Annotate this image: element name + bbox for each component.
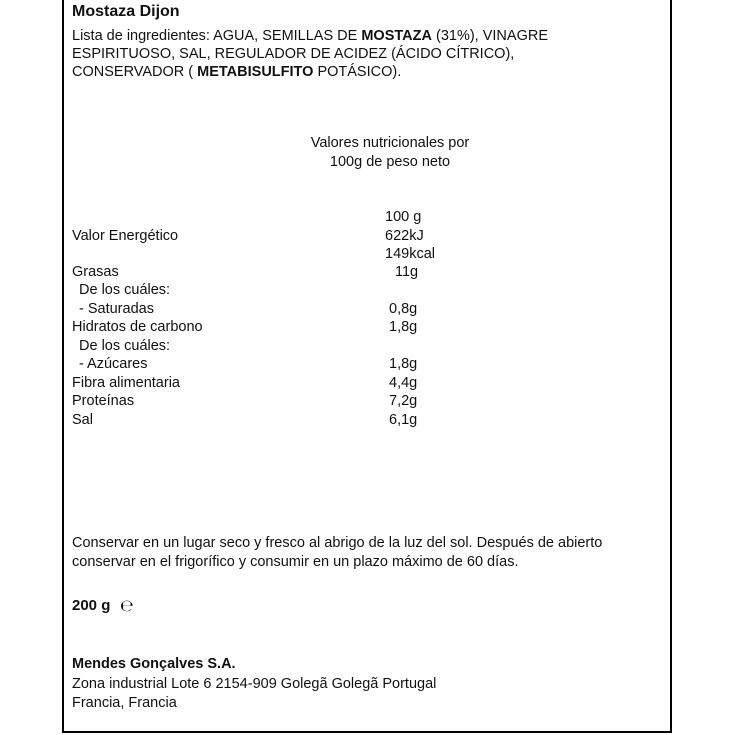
nutrition-row-label: - Azúcares <box>79 356 148 372</box>
nutrition-row-value: 1,8g <box>389 356 418 372</box>
allergen-mustard: MOSTAZA <box>361 28 432 44</box>
manufacturer-name: Mendes Gonçalves S.A. <box>72 656 236 672</box>
ingredients-line-1 <box>72 27 548 45</box>
nutrition-row-label: - Saturadas <box>79 301 154 317</box>
nutrition-row-label: De los cuáles: <box>79 338 171 354</box>
ingredients-line-2: ESPIRITUOSO, SAL, REGULADOR DE ACIDEZ (ÁCIDO CÍTRICO), <box>72 46 515 62</box>
nutrition-row-label: Proteínas <box>72 393 135 409</box>
nutrition-row-value: 149kcal <box>385 246 435 262</box>
nutrition-row-value: 4,4g <box>389 375 418 391</box>
country-of-origin: Francia, Francia <box>72 695 177 711</box>
storage-line-1: Conservar en un lugar seco y fresco al abrigo de la luz del sol. Después de abierto <box>72 535 603 551</box>
ingredients-text: POTÁSICO). <box>313 64 402 80</box>
nutrition-row-value: 6,1g <box>389 412 418 428</box>
nutrition-row-label: Sal <box>72 412 93 428</box>
nutrition-row-label: Fibra alimentaria <box>72 375 180 391</box>
nutrition-row-label: Hidratos de carbono <box>72 319 203 335</box>
ingredients-text: CONSERVADOR ( <box>72 64 198 80</box>
ingredients-text: Lista de ingredientes: AGUA, SEMILLAS DE <box>72 28 362 44</box>
nutrition-row-value: 7,2g <box>389 393 418 409</box>
storage-line-2: conservar en el frigorífico y consumir en un plazo máximo de 60 días. <box>72 554 519 570</box>
manufacturer-address: Zona industrial Lote 6 2154-909 Golegã Golegã Portugal <box>72 676 437 692</box>
ingredients-line-3 <box>72 63 401 81</box>
nutrition-row-value: 1,8g <box>389 319 418 335</box>
ingredients-text: (31%), VINAGRE <box>431 28 548 44</box>
nutrition-row-value: 0,8g <box>389 301 418 317</box>
nutrition-row-label: Valor Energético <box>72 228 179 244</box>
nutrition-header-line-2: 100g de peso neto <box>329 154 451 170</box>
nutrition-header-line-1: Valores nutricionales por <box>310 135 470 151</box>
nutrition-row-value: 11g <box>395 264 419 280</box>
nutrition-row-label: De los cuáles: <box>79 282 171 298</box>
nutrition-row-label: Grasas <box>72 264 119 280</box>
nutrition-column-header: 100 g <box>385 209 422 225</box>
nutrition-row-value: 622kJ <box>385 228 424 244</box>
product-title: Mostaza Dijon <box>72 3 180 20</box>
allergen-metabisulfite: METABISULFITO <box>197 64 314 80</box>
estimated-sign-icon: ℮ <box>120 596 134 615</box>
net-weight: 200 g <box>72 597 111 614</box>
label-frame <box>62 0 672 733</box>
